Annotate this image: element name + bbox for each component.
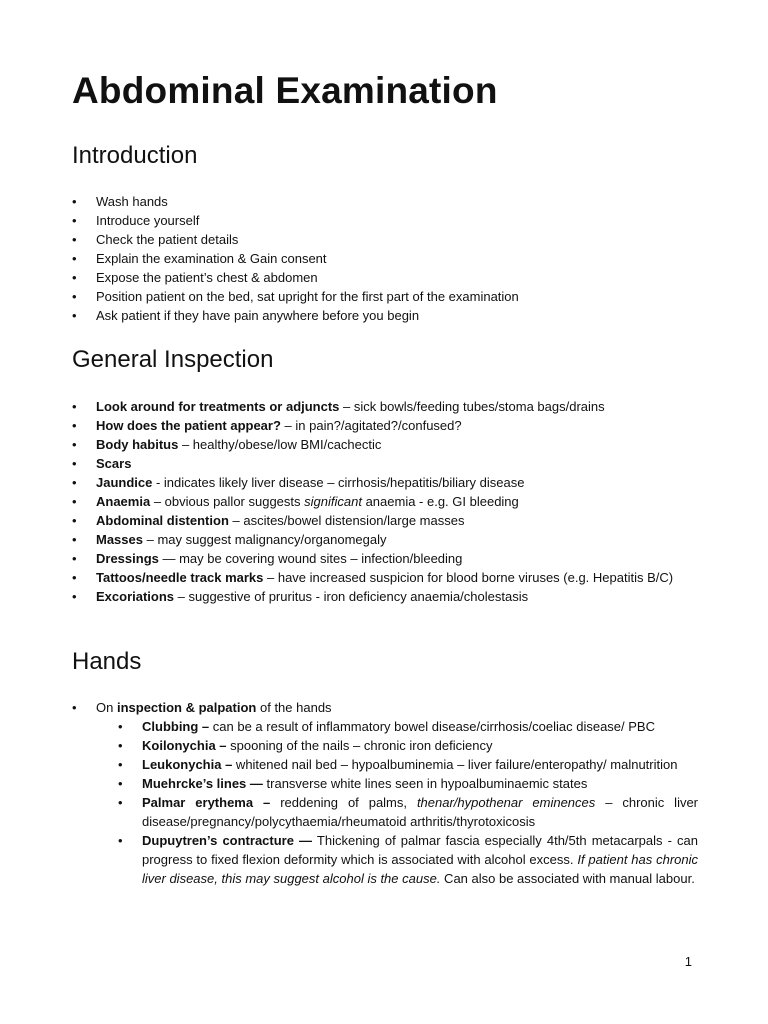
list-item: • Koilonychia – spooning of the nails – chronic iron deficiency — [118, 736, 698, 755]
section-heading-introduction: Introduction — [72, 142, 198, 169]
page-number: 1 — [684, 954, 692, 969]
list-item: • Body habitus – healthy/obese/low BMI/cachectic — [72, 435, 696, 454]
list-item: • Leukonychia – whitened nail bed – hypoalbuminemia – liver failure/enteropathy/ malnutrition — [118, 755, 698, 774]
list-item: • Dupuytren’s contracture — Thickening of palmar fascia especially 4th/5th metacarpals - can progress to fixed flexion deformity which is associated with alcohol excess. If patient has chronic liver disease, this may suggest alcohol is the cause. Can also be associated with manual labour. — [118, 831, 698, 888]
hands-list — [72, 698, 699, 888]
list-item: • Clubbing – can be a result of inflammatory bowel disease/cirrhosis/coeliac disease/ PBC — [118, 717, 698, 736]
list-item: • Check the patient details — [72, 230, 696, 249]
general-inspection-list — [72, 397, 696, 606]
list-item: • Explain the examination & Gain consent — [72, 249, 696, 268]
list-item: • Position patient on the bed, sat upright for the first part of the examination — [72, 287, 696, 306]
list-item: • How does the patient appear? – in pain?/agitated?/confused? — [72, 416, 696, 435]
section-heading-hands: Hands — [72, 648, 142, 675]
document-title: Abdominal Examination — [72, 70, 498, 111]
list-item: • On inspection & palpation of the hands • Clubbing – can be a result of inflammatory bowel disease/cirrhosis/coeliac disease/ PBC • Koilonychia – spooning of the nails – chronic iron deficiency • Leukonychia – whitened nail bed – hypoalbuminemia – liver failure/enteropathy/ malnutrition • Muehrcke’s lines — transverse white lines seen in hypoalbuminaemic states • Palmar erythema – reddening of palms, thenar/hypothenar eminences – chronic liver disease/pregnancy/polycythaemia/rheumatoid arthritis/thyrotoxicosis • Dupuytren’s contracture — Thickening of palmar fascia especially 4th/5th metacarpals - can progress to fixed flexion deformity which is associated with alcohol excess. If patient has chronic liver disease, this may suggest alcohol is the cause. Can also be associated with manual labour. — [72, 698, 696, 888]
list-item: • Look around for treatments or adjuncts – sick bowls/feeding tubes/stoma bags/drains — [72, 397, 696, 416]
list-item: • Muehrcke’s lines — transverse white lines seen in hypoalbuminaemic states — [118, 774, 698, 793]
list-item: • Introduce yourself — [72, 211, 696, 230]
introduction-list — [72, 192, 696, 325]
list-item: • Abdominal distention – ascites/bowel distension/large masses — [72, 511, 696, 530]
list-item: • Wash hands — [72, 192, 696, 211]
list-item: • Jaundice - indicates likely liver disease – cirrhosis/hepatitis/biliary disease — [72, 473, 696, 492]
list-item: • Ask patient if they have pain anywhere before you begin — [72, 306, 696, 325]
list-item: • Scars — [72, 454, 696, 473]
list-item: • Excoriations – suggestive of pruritus - iron deficiency anaemia/cholestasis — [72, 587, 696, 606]
list-item: • Masses – may suggest malignancy/organomegaly — [72, 530, 696, 549]
list-item: • Anaemia – obvious pallor suggests significant anaemia - e.g. GI bleeding — [72, 492, 696, 511]
list-item: • Palmar erythema – reddening of palms, thenar/hypothenar eminences – chronic liver disease/pregnancy/polycythaemia/rheumatoid arthritis/thyrotoxicosis — [118, 793, 698, 831]
section-heading-general-inspection: General Inspection — [72, 346, 274, 373]
list-item: • Expose the patient’s chest & abdomen — [72, 268, 696, 287]
hands-sublist — [96, 717, 698, 888]
list-item: • Tattoos/needle track marks – have increased suspicion for blood borne viruses (e.g. Hepatitis B/C) — [72, 568, 696, 587]
list-item: • Dressings — may be covering wound sites – infection/bleeding — [72, 549, 696, 568]
